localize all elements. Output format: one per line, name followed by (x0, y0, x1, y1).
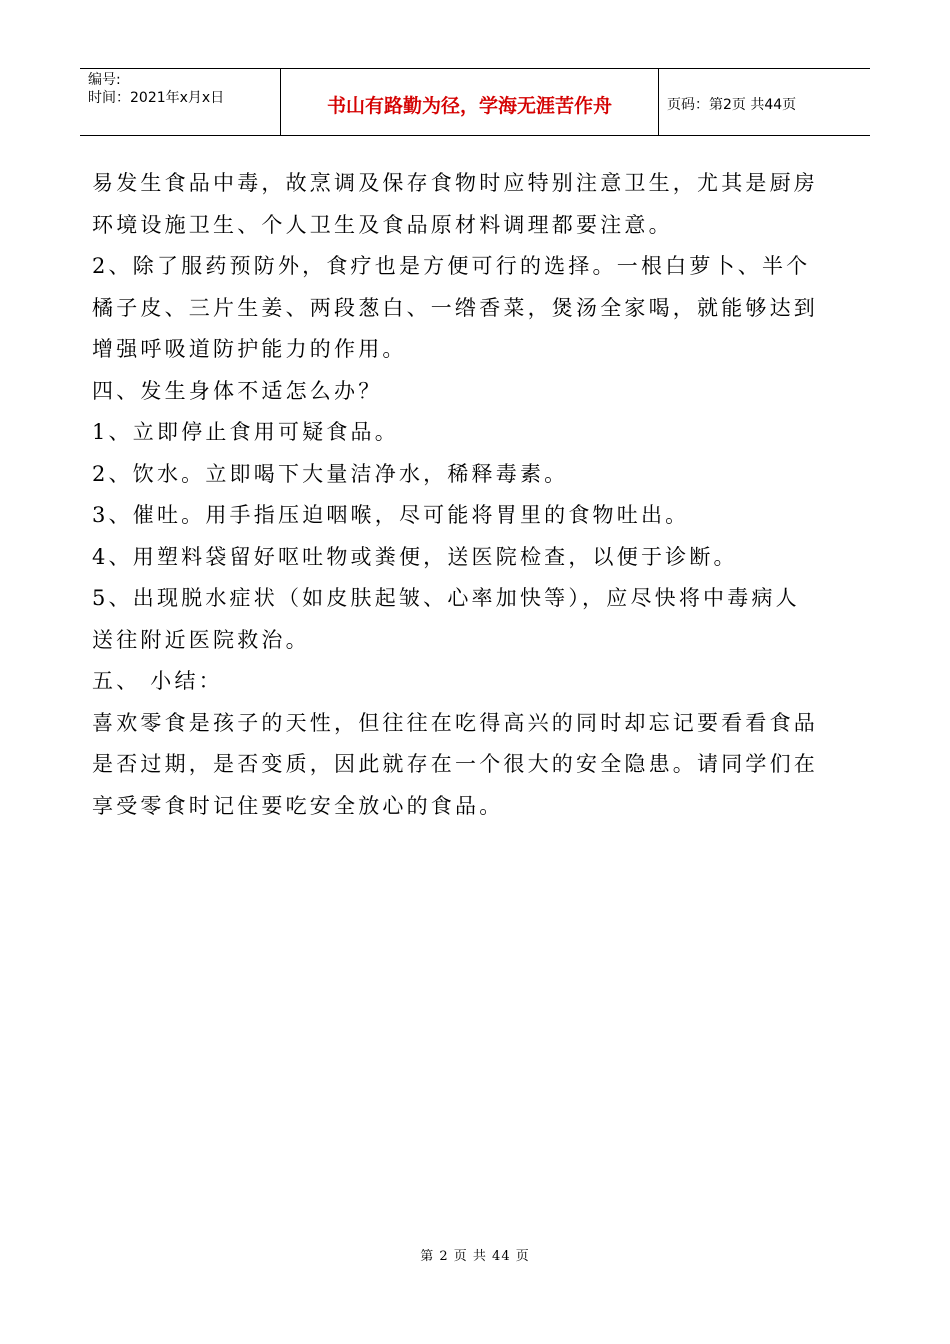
footer-page-number: 第 2 页 共 44 页 (420, 1249, 530, 1264)
body-line: 橘子皮、三片生姜、两段葱白、一绺香菜，煲汤全家喝，就能够达到 (92, 295, 818, 320)
header-page-code: 页码：第2页 共44页 (667, 97, 797, 113)
body-line: 易发生食品中毒，故烹调及保存食物时应特别注意卫生，尤其是厨房 (92, 171, 818, 195)
body-line: 2、除了服药预防外，食疗也是方便可行的选择。一根白萝卜、半个 (92, 254, 811, 278)
body-line: 享受零食时记住要吃安全放心的食品。 (92, 793, 504, 818)
body-line: 喜欢零食是孩子的天性，但往往在吃得高兴的同时却忘记要看看食品 (92, 710, 818, 735)
document-number-label: 编号: (88, 72, 121, 88)
header-motto: 书山有路勤为径，学海无涯苦作舟 (326, 94, 612, 117)
body-line: 送往附近医院救治。 (92, 627, 310, 652)
body-line: 5、出现脱水症状（如皮肤起皱、心率加快等），应尽快将中毒病人 (92, 586, 800, 610)
header-page-cell (659, 69, 870, 135)
page-header (80, 68, 870, 136)
body-line: 1、立即停止食用可疑食品。 (92, 420, 399, 444)
header-info-cell (80, 69, 281, 135)
body-line: 增强呼吸道防护能力的作用。 (92, 337, 407, 361)
body-line: 3、催吐。用手指压迫咽喉，尽可能将胃里的食物吐出。 (92, 503, 690, 527)
body-line: 是否过期，是否变质，因此就存在一个很大的安全隐患。请同学们在 (92, 752, 818, 776)
section-heading: 四、发生身体不适怎么办？ (92, 378, 383, 403)
body-line: 2、饮水。立即喝下大量洁净水，稀释毒素。 (92, 461, 569, 486)
header-motto-cell (281, 69, 659, 135)
body-line: 环境设施卫生、个人卫生及食品原材料调理都要注意。 (92, 212, 673, 237)
section-heading: 五、 小结： (92, 669, 223, 693)
body-line: 4、用塑料袋留好呕吐物或粪便，送医院检查，以便于诊断。 (92, 544, 738, 569)
document-time-label: 时间：2021年x月x日 (88, 90, 225, 106)
page-footer (0, 1245, 950, 1264)
document-body (92, 163, 872, 827)
